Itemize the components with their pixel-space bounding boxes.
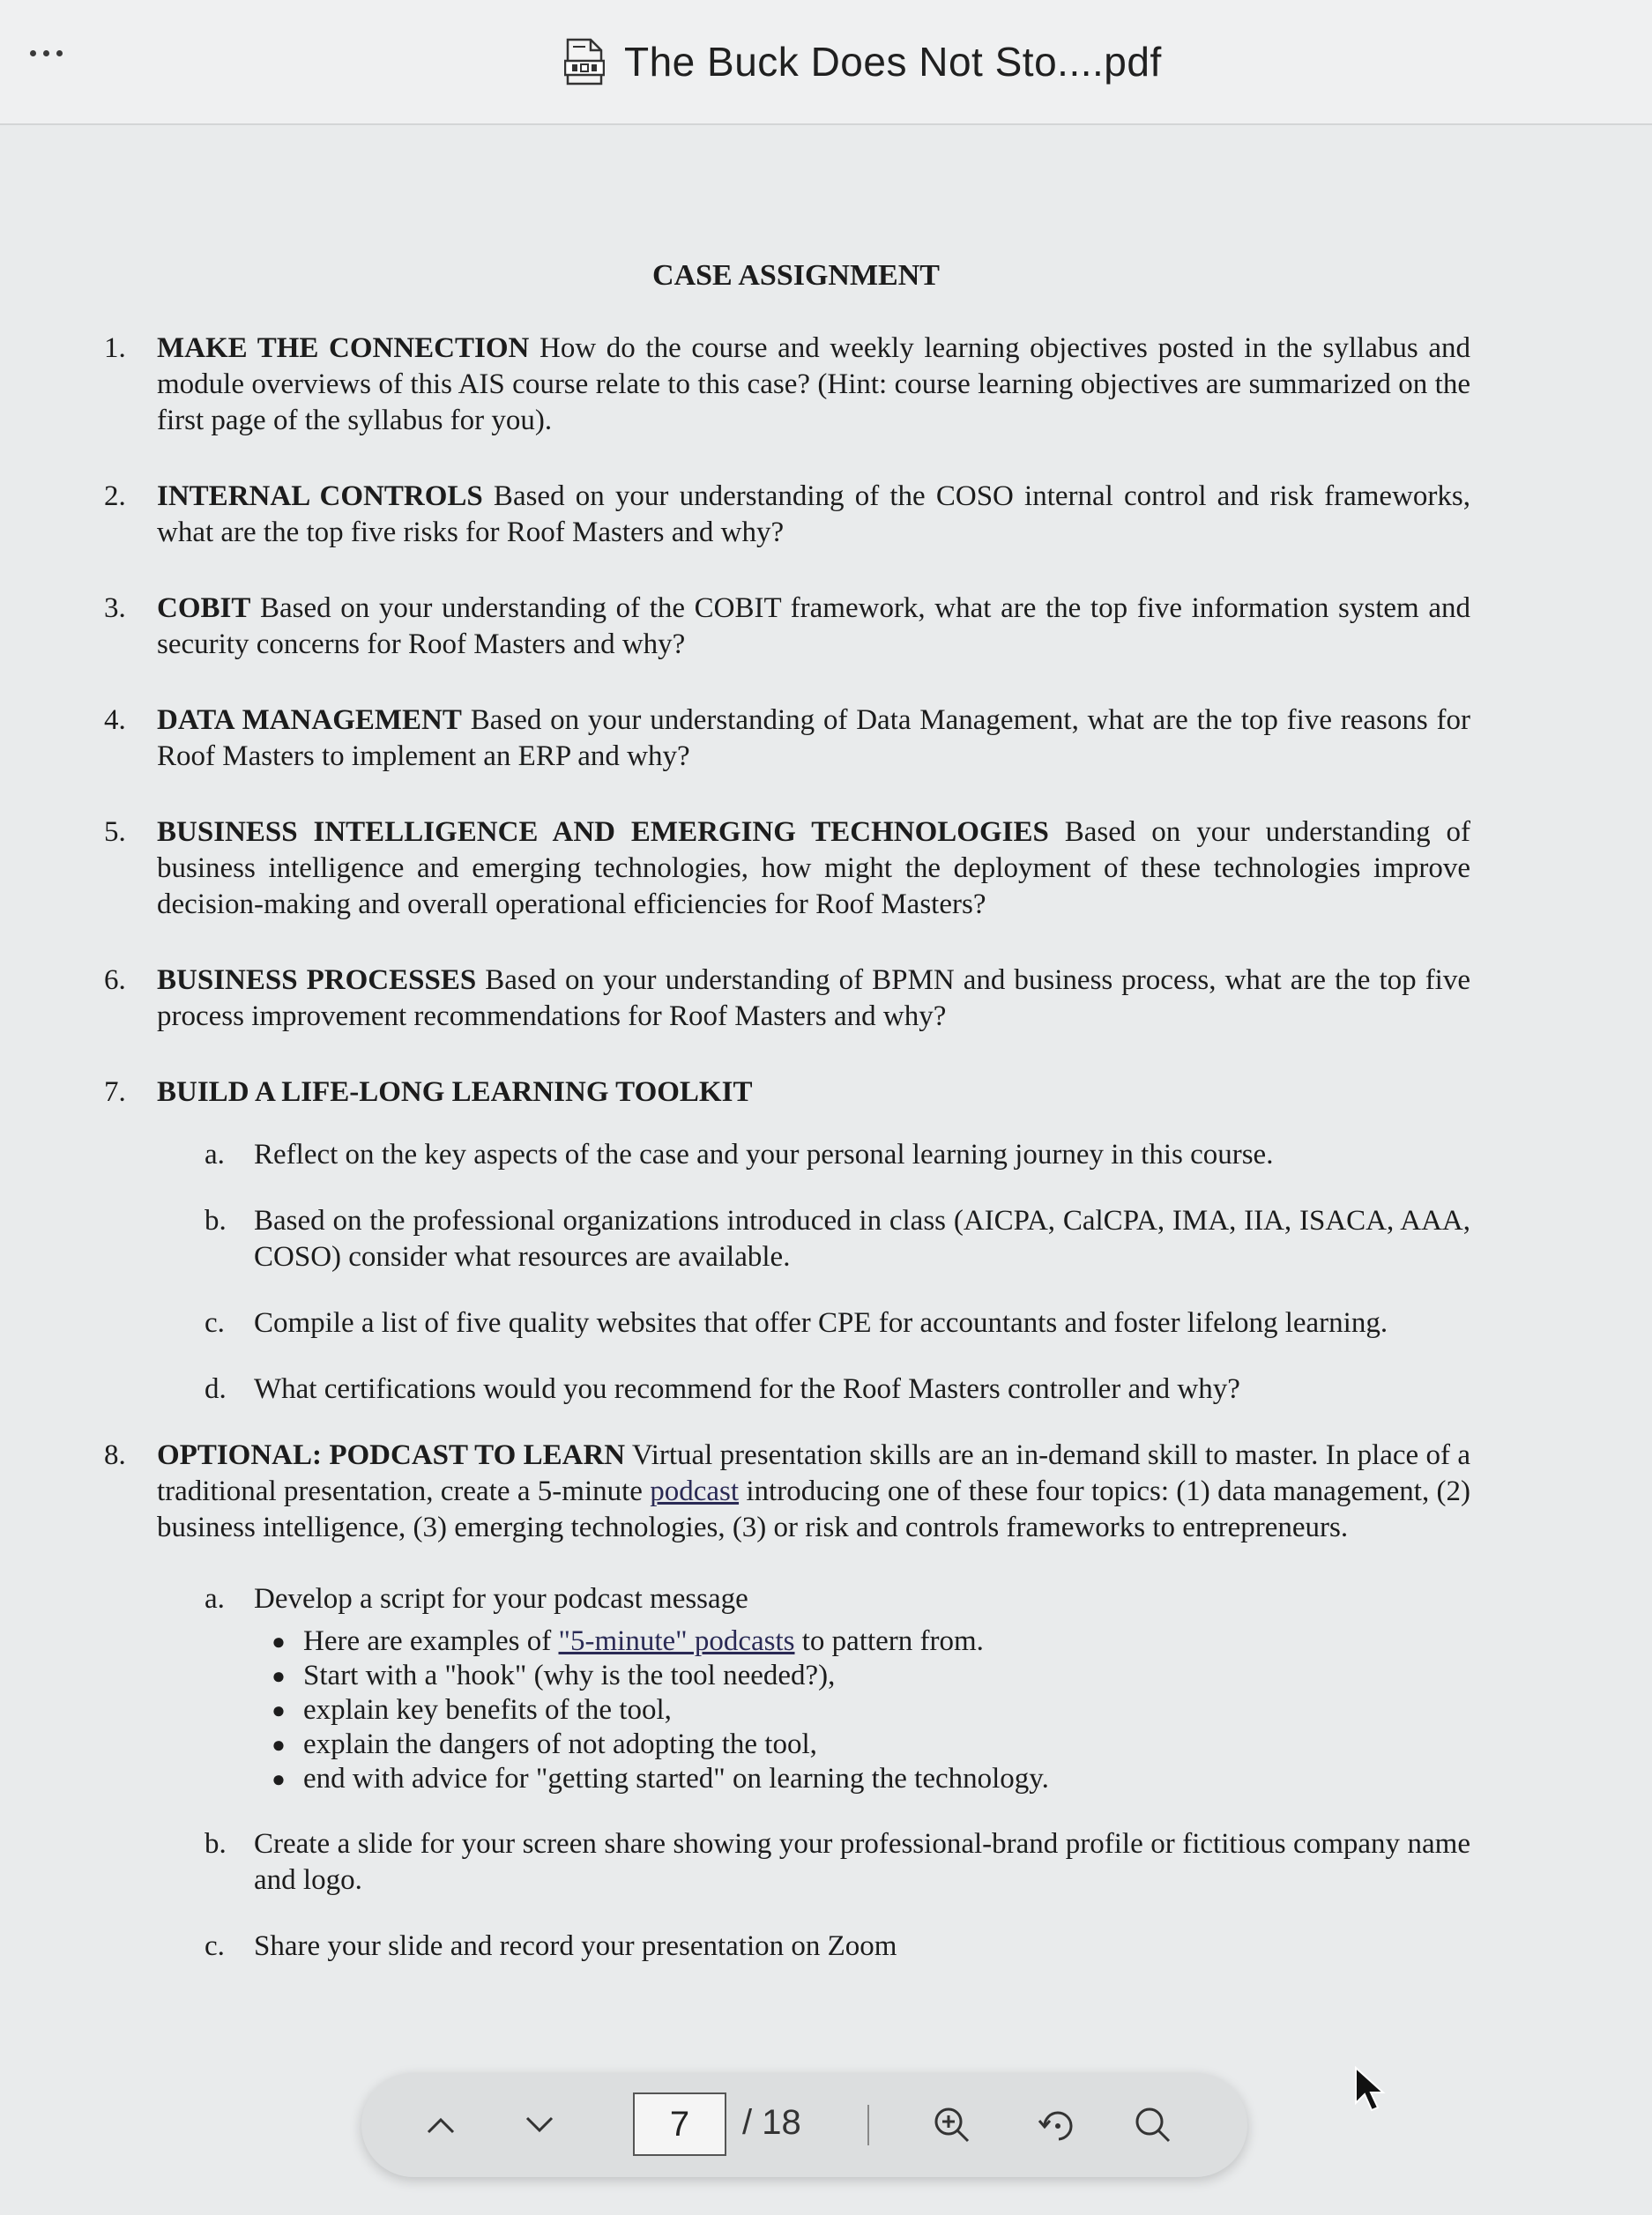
list-item [104,963,1470,1035]
chevron-down-icon [520,2106,559,2144]
document-title-area [564,26,1162,97]
item-body [157,591,1470,663]
bullet-item [254,1624,1470,1659]
more-dots-icon[interactable] [30,35,74,71]
item-body [157,963,1470,1035]
mouse-cursor-icon [1354,2066,1386,2114]
bullet-text: end with advice for "getting started" on learning the technology. [303,1763,1049,1795]
bullet-text: explain key benefits of the tool, [303,1694,672,1726]
item-keyword: DATA MANAGEMENT [157,704,462,736]
bullet-icon: ● [272,1766,286,1792]
toolbar-divider [867,2105,869,2145]
bullet-text-part: to pattern from. [794,1625,984,1657]
sub-item [205,1581,1470,1796]
list-item [104,702,1470,775]
bullet-item [254,1762,1470,1796]
rotate-button[interactable] [1031,2099,1084,2152]
sub-text: Share your slide and record your presentation on Zoom [254,1930,897,1962]
item-body [157,1438,1470,1546]
item-keyword: BUILD A LIFE-LONG LEARNING TOOLKIT [157,1076,753,1108]
sub-text: Compile a list of five quality websites that offer CPE for accountants and foster lifelong learning. [254,1307,1388,1339]
sub-item [205,1929,1470,1965]
item-text: Based on your understanding of Data Management, what are the top five reasons for Roof Masters to implement an ERP and why? [157,704,1470,772]
item-keyword: BUSINESS INTELLIGENCE AND EMERGING TECHNOLOGIES [157,816,1049,848]
item-number: 5. [104,816,126,848]
item-number: 2. [104,480,126,512]
bullet-item [254,1728,1470,1762]
item-number: 8. [104,1439,126,1471]
item-text: Based on your understanding of business intelligence and emerging technologies, how might the deployment of these technologies improve decision-making and overall operational efficiencies for Roof Masters? [157,816,1470,920]
item-body [157,814,1470,923]
rotate-icon [1036,2103,1080,2147]
podcast-examples-link[interactable]: "5-minute" podcasts [558,1625,795,1657]
search-icon [1132,2104,1174,2146]
sub-content [254,1581,1470,1796]
bullet-item [254,1659,1470,1693]
list-item [104,479,1470,551]
item-body [157,479,1470,551]
item-number: 7. [104,1076,126,1108]
bullet-item [254,1693,1470,1728]
bullet-text-part: Here are examples of [303,1625,559,1657]
sub-letter: a. [205,1139,225,1171]
sub-letter: a. [205,1583,225,1615]
search-button[interactable] [1127,2099,1179,2152]
page-number-input[interactable]: 7 [633,2092,726,2156]
item-text: Virtual presentation skills are an in-demand skill to master. In place of a traditional presentation, create a 5-minute [157,1439,1470,1507]
item-body [157,1074,1470,1111]
bullet-icon: ● [272,1698,286,1723]
sub-letter: c. [205,1930,225,1962]
sub-letter: b. [205,1205,227,1237]
sub-text: Based on the professional organizations introduced in class (AICPA, CalCPA, IMA, IIA, ISACA, AAA, COSO) consider what resources are available. [254,1205,1470,1273]
pdf-page [0,125,1652,2215]
list-item [104,1074,1470,1111]
item-number: 4. [104,704,126,736]
sub-text: What certifications would you recommend for the Roof Masters controller and why? [254,1373,1240,1405]
item-keyword: BUSINESS PROCESSES [157,964,477,996]
sub-letter: d. [205,1373,227,1405]
item-number: 3. [104,592,126,624]
pdf-navigation-toolbar [361,2073,1247,2177]
bullet-text: explain the dangers of not adopting the tool, [303,1728,817,1760]
page-total: / 18 [742,2103,801,2142]
zoom-in-button[interactable] [926,2099,979,2152]
bullet-icon: ● [272,1663,286,1689]
sub-item [205,1137,1470,1173]
sub-item [205,1371,1470,1408]
sub-text: Reflect on the key aspects of the case and your personal learning journey in this course. [254,1139,1274,1171]
item-body [157,331,1470,439]
sub-text: Create a slide for your screen share showing your professional-brand profile or fictitious company name and logo. [254,1828,1470,1896]
bullet-text: Start with a "hook" (why is the tool needed?), [303,1660,836,1691]
zoom-in-icon [931,2104,973,2146]
page-content [104,257,1470,1995]
item-number: 6. [104,964,126,996]
bullet-list [254,1624,1470,1796]
sub-letter: b. [205,1828,227,1860]
item-keyword: MAKE THE CONNECTION [157,332,530,364]
document-title: The Buck Does Not Sto....pdf [624,39,1162,85]
pdf-file-icon [564,38,605,85]
list-item [104,331,1470,439]
sub-item [205,1826,1470,1899]
sub-letter: c. [205,1307,225,1339]
item-text: How do the course and weekly learning objectives posted in the syllabus and module overviews of this AIS course relate to this case? (Hint: course learning objectives are summarized on the first page of the syllabus for you). [157,332,1470,436]
item-keyword: OPTIONAL: PODCAST TO LEARN [157,1439,626,1471]
bullet-text [303,1624,984,1659]
podcast-link[interactable]: podcast [650,1475,740,1507]
list-item [104,591,1470,663]
bullet-icon: ● [272,1732,286,1758]
list-item [104,1438,1470,1546]
list-item [104,814,1470,923]
item-text: introducing one of these four topics: (1) data management, (2) business intelligence, (3) emerging technologies, (3) or risk and controls frameworks to entrepreneurs. [157,1475,1470,1543]
sub-item [205,1305,1470,1342]
item-keyword: INTERNAL CONTROLS [157,480,483,512]
next-page-button[interactable] [513,2099,566,2152]
item-body [157,702,1470,775]
item-number: 1. [104,332,126,364]
item-text: Based on your understanding of the COBIT framework, what are the top five information system and security concerns for Roof Masters and why? [157,592,1470,660]
title-bar [0,0,1652,125]
item-text: Based on your understanding of BPMN and business process, what are the top five process improvement recommendations for Roof Masters and why? [157,964,1470,1032]
item-keyword: COBIT [157,592,251,624]
chevron-up-icon [421,2106,460,2144]
bullet-icon: ● [272,1629,286,1654]
sub-text: Develop a script for your podcast message [254,1583,748,1615]
previous-page-button[interactable] [414,2099,467,2152]
sub-item [205,1203,1470,1275]
page-heading: CASE ASSIGNMENT [652,259,940,292]
item-text: Based on your understanding of the COSO internal control and risk frameworks, what are the top five risks for Roof Masters and why? [157,480,1470,548]
